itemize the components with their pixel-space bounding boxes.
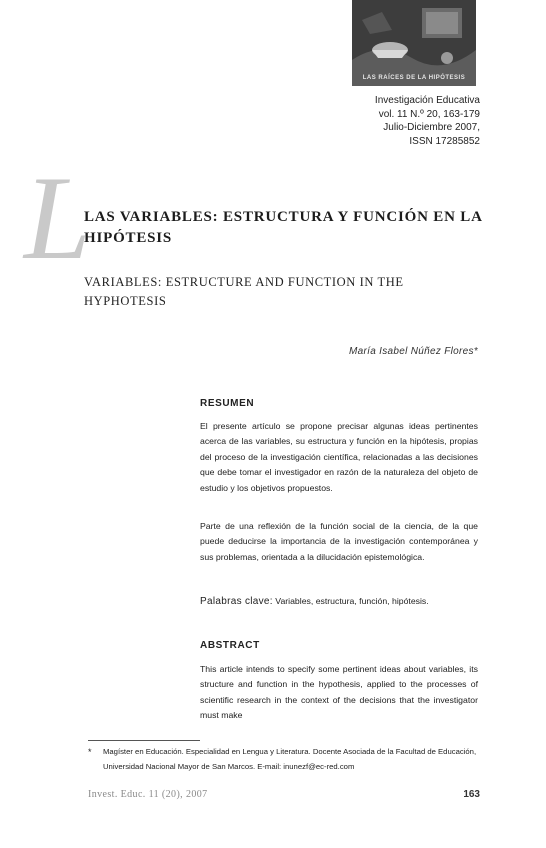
page-number: 163 (463, 789, 480, 800)
keywords-label: Palabras clave: (200, 596, 273, 607)
author-name: María Isabel Núñez Flores* (349, 346, 478, 357)
article-title: LAS VARIABLES: ESTRUCTURA Y FUNCIÓN EN LA HIPÓTESIS (84, 209, 482, 246)
footnote-divider (88, 740, 200, 741)
journal-info (375, 94, 480, 148)
header-image-caption: LAS RAÍCES DE LA HIPÓTESIS (362, 75, 466, 81)
article-title-english: VARIABLES: ESTRUCTURE AND FUNCTION IN THE HYPHOTESIS (84, 275, 404, 308)
resumen-paragraph-1: El presente artículo se propone precisar algunas ideas pertinentes acerca de las variables, su estructura y función en la hipótesis, propias del proceso de la investigación científica, relacionadas a las decisiones que debe tomar el investigador en razón de la naturaleza del objeto de estudio y los objetivos propuestos. (200, 421, 478, 493)
journal-volume: vol. 11 N.º 20, 163-179 (378, 108, 480, 120)
header-illustration (352, 0, 476, 86)
journal-period: Julio-Diciembre 2007, (383, 122, 480, 133)
journal-issn: ISSN 17285852 (409, 135, 480, 147)
journal-name: Investigación Educativa (374, 95, 480, 106)
footnote-mark: * (88, 747, 92, 757)
resumen-heading: RESUMEN (200, 398, 255, 409)
keywords (200, 596, 478, 607)
header-image (352, 0, 476, 86)
footnote (88, 745, 480, 774)
keywords-list: Variables, estructura, función, hipótesis. (275, 596, 429, 606)
running-footer: Invest. Educ. 11 (20), 2007 (88, 789, 208, 800)
decorative-dropcap: L (24, 151, 91, 284)
abstract-heading: ABSTRACT (200, 640, 260, 651)
abstract-paragraph-1: This article intends to specify some pertinent ideas about variables, its structure and function in the hypothesis, applied to the processes of scientific research in the context of the decisions that the investigator must make (200, 664, 478, 721)
resumen-paragraph-2: Parte de una reflexión de la función social de la ciencia, de la que puede deducirse la importancia de la investigación contemporánea y sus problemas, orientada a la dilucidación epistemológica. (200, 521, 478, 562)
footnote-text: Magíster en Educación. Especialidad en Lengua y Literatura. Docente Asociada de la Facultad de Educación, Universidad Nacional Mayor de San Marcos. E-mail: inunezf@ec-red.com (103, 747, 477, 771)
